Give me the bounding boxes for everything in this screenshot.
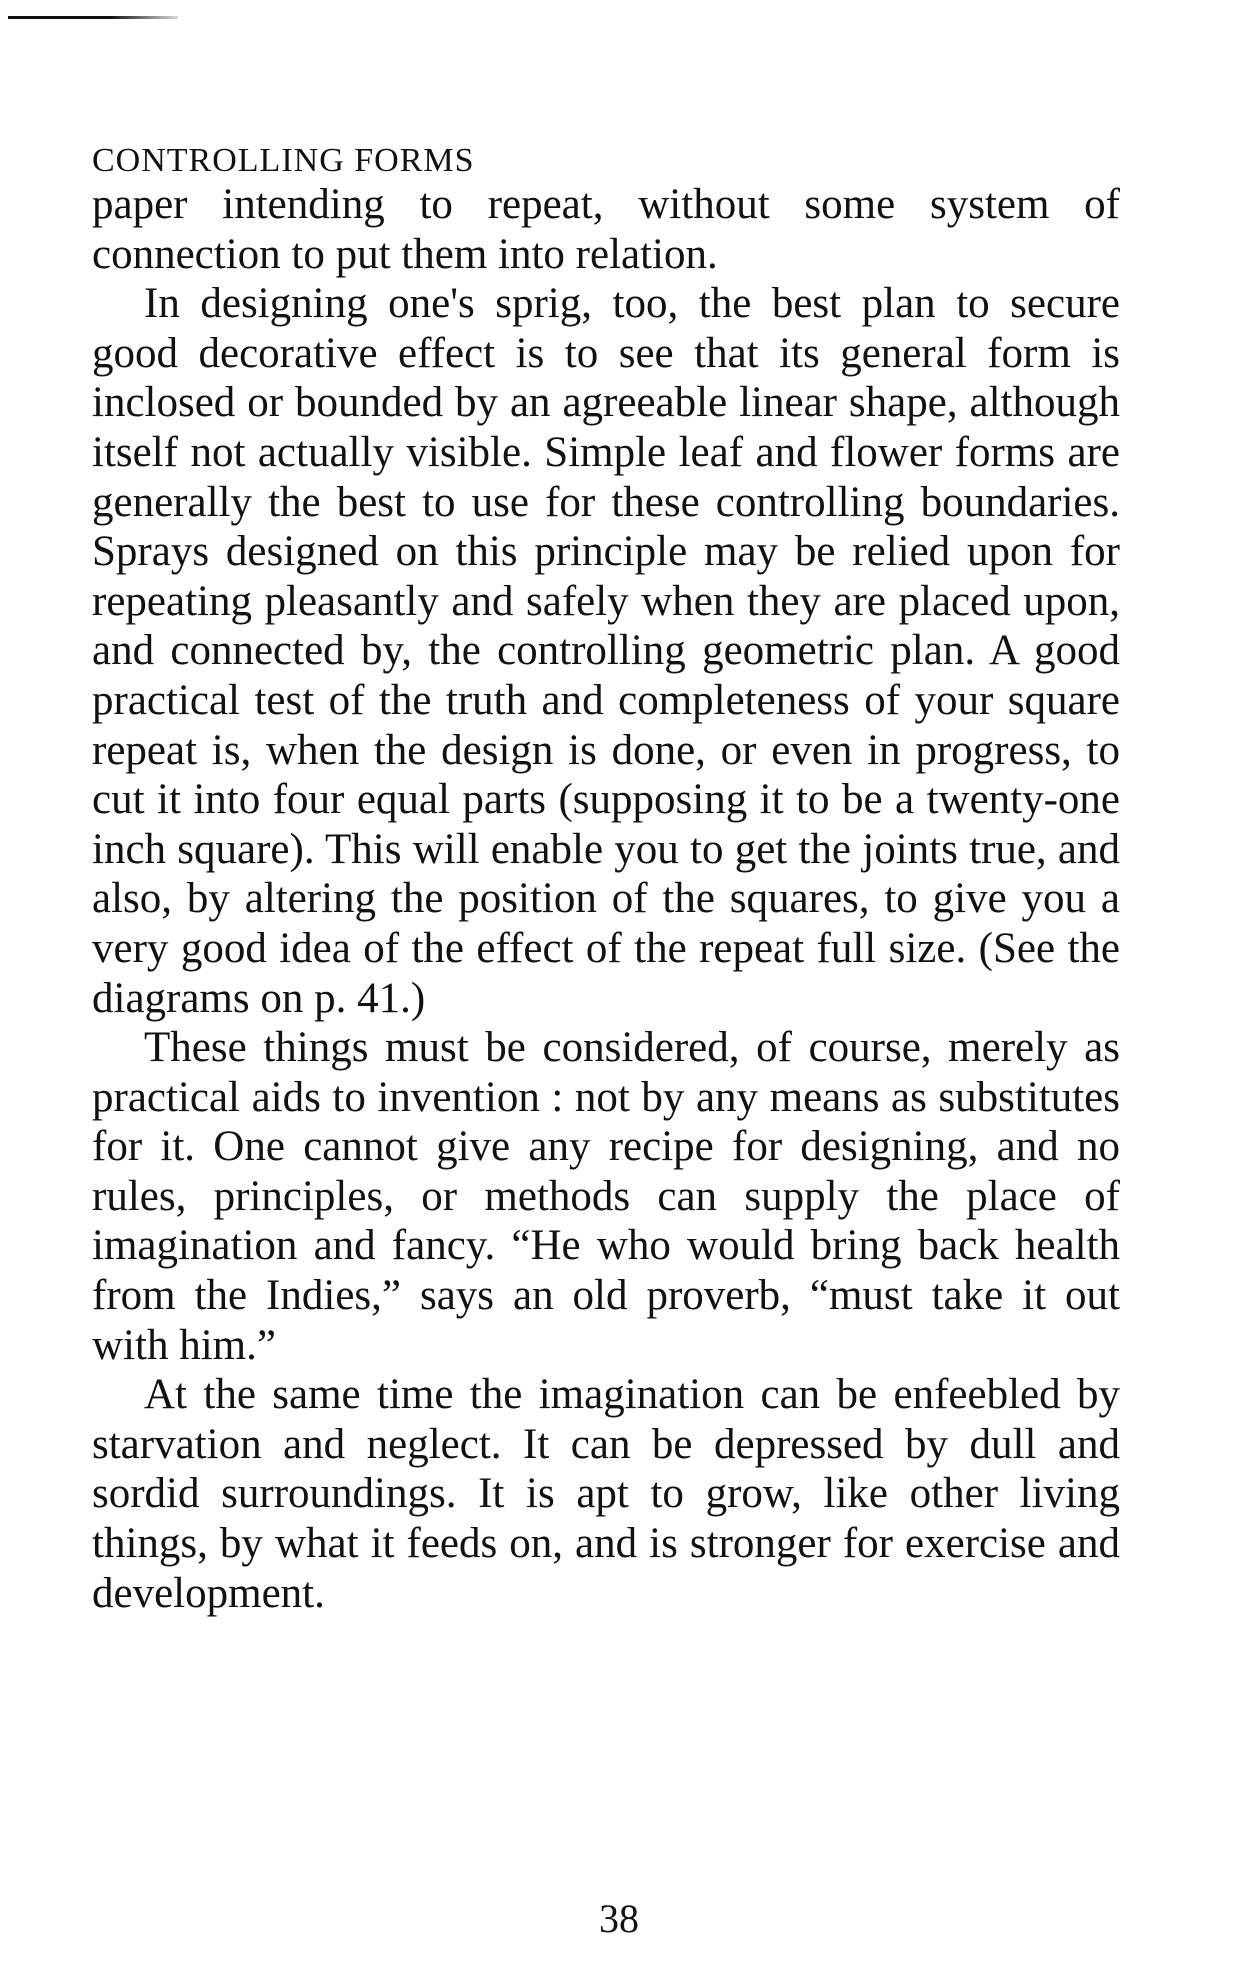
body-text (92, 180, 1120, 1618)
paragraph-imagination: At the same time the imagination can be enfeebled by starvation and neglect. It can be depressed by dull and sordid surroundings. It is apt to grow, like other living things, by what it feeds on, and is stronger for exercise and development. (92, 1371, 1120, 1617)
page-number: 38 (599, 1896, 639, 1941)
running-head: CONTROLLING FORMS (92, 142, 475, 179)
top-rule (8, 16, 178, 19)
paragraph-continued: paper intending to repeat, without some system of connection to put them into relation. (92, 181, 1120, 278)
paragraph-sprig-design: In designing one's sprig, too, the best plan to secure good decorative effect is to see that its general form is inclosed or bounded by an agreeable linear shape, although itself not actually visible. Simple leaf and flower forms are generally the best to use for these controlling boundaries. Sprays designed on this principle may be relied upon for repeating pleasantly and safely when they are placed upon, and connected by, the controlling geometric plan. A good practical test of the truth and completeness of your square repeat is, when the design is done, or even in progress, to cut it into four equal parts (supposing it to be a twenty-one inch square). This will enable you to get the joints true, and also, by altering the position of the squares, to give you a very good idea of the effect of the repeat full size. (See the diagrams on p. 41.) (92, 280, 1120, 1022)
paragraph-practical-aids: These things must be considered, of course, merely as practical aids to invention : not by any means as substitutes for it. One cannot give any recipe for designing, and no rules, principles, or methods can supply the place of imagination and fancy. “He who would bring back health from the Indies,” says an old proverb, “must take it out with him.” (92, 1024, 1120, 1369)
